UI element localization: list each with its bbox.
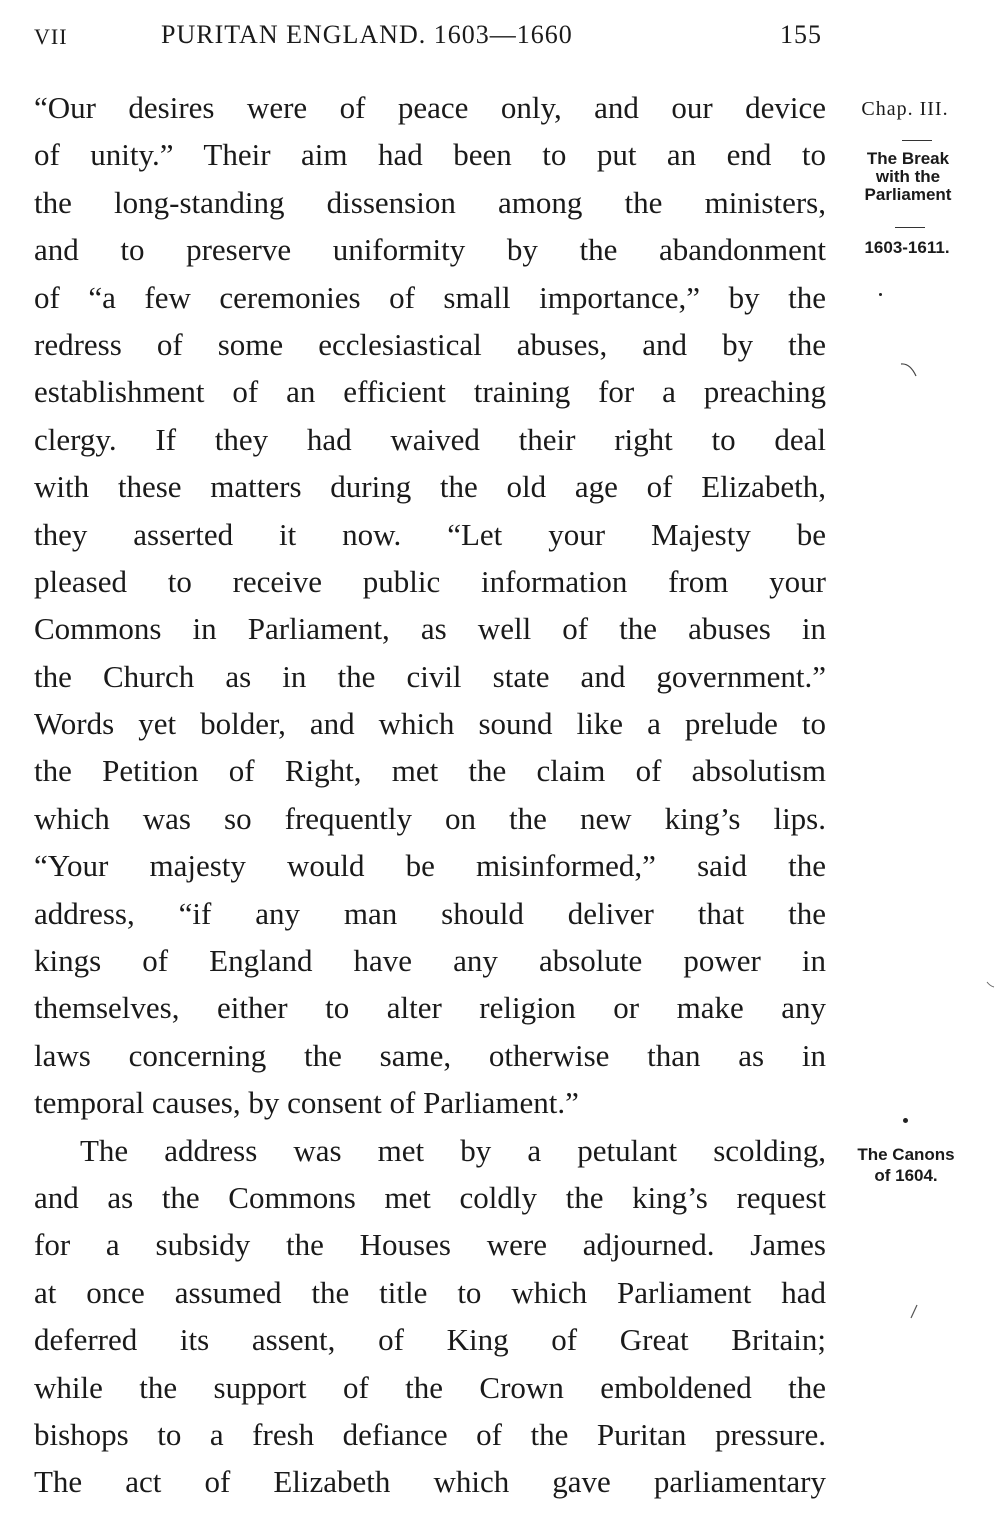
text-line-paragraph-end: temporal causes, by consent of Parliament.” — [34, 1085, 579, 1121]
text-line: Commons in Parliament, as well of the abuses in — [34, 611, 826, 647]
text-line: bishops to a fresh defiance of the Puritan pressure. — [34, 1416, 826, 1452]
running-header — [34, 18, 829, 54]
text-line: establishment of an efficient training for a preaching — [34, 374, 826, 410]
ink-speck — [879, 293, 882, 296]
text-line: while the support of the Crown emboldened the — [34, 1369, 826, 1405]
margin-rule — [895, 227, 925, 228]
text-line: of “a few ceremonies of small importance,” by the — [34, 279, 826, 315]
text-line: clergy. If they had waived their right to deal — [34, 421, 826, 457]
margin-note-years: 1603-1611. — [864, 238, 950, 257]
text-line: the long-standing dissension among the ministers, — [34, 184, 826, 220]
ink-speck — [903, 1118, 908, 1123]
text-line: “Your majesty would be misinformed,” said the — [34, 848, 826, 884]
text-line: which was so frequently on the new king’s lips. — [34, 800, 826, 836]
ink-mark — [908, 1304, 920, 1322]
margin-note-line: The Canons — [857, 1145, 955, 1164]
margin-note-line: of 1604. — [874, 1166, 938, 1185]
text-line: kings of England have any absolute power in — [34, 943, 826, 979]
margin-note-line: The Break — [866, 149, 950, 168]
text-line: redress of some ecclesiastical abuses, and by the — [34, 326, 826, 362]
text-line: deferred its assent, of King of Great Britain; — [34, 1322, 826, 1358]
margin-note-break — [838, 148, 978, 206]
margin-note-line: with the — [875, 167, 941, 186]
margin-rule — [902, 140, 932, 141]
text-line-paragraph-start: The address was met by a petulant scolding, — [80, 1132, 826, 1168]
text-line: Words yet bolder, and which sound like a prelude to — [34, 706, 826, 742]
margin-note-canons — [836, 1144, 976, 1186]
margin-chapter-ref: Chap. III. — [861, 98, 949, 120]
body-text — [34, 84, 826, 1506]
text-line: the Petition of Right, met the claim of absolutism — [34, 753, 826, 789]
text-line: and as the Commons met coldly the king’s request — [34, 1179, 826, 1215]
ink-mark — [900, 362, 920, 382]
chapter-number: VII — [34, 24, 68, 49]
text-line: at once assumed the title to which Parliament had — [34, 1274, 826, 1310]
text-line: “Our desires were of peace only, and our device — [34, 90, 826, 125]
ink-mark — [986, 980, 996, 990]
text-line: they asserted it now. “Let your Majesty be — [34, 516, 826, 552]
text-line: of unity.” Their aim had been to put an end to — [34, 137, 826, 173]
text-line: laws concerning the same, otherwise than as in — [34, 1037, 826, 1073]
page-number: 155 — [780, 20, 822, 49]
text-line: for a subsidy the Houses were adjourned. James — [34, 1227, 826, 1263]
running-title: PURITAN ENGLAND. 1603—1660 — [161, 20, 573, 49]
text-line: The act of Elizabeth which gave parliamentary — [34, 1464, 826, 1500]
text-line: the Church as in the civil state and government.” — [34, 658, 826, 694]
text-line: pleased to receive public information from your — [34, 563, 826, 599]
text-line: with these matters during the old age of Elizabeth, — [34, 469, 826, 505]
text-line: address, “if any man should deliver that the — [34, 895, 826, 931]
text-line: and to preserve uniformity by the abandonment — [34, 232, 826, 268]
margin-note-line: Parliament — [864, 185, 952, 204]
text-line: themselves, either to alter religion or make any — [34, 990, 826, 1026]
